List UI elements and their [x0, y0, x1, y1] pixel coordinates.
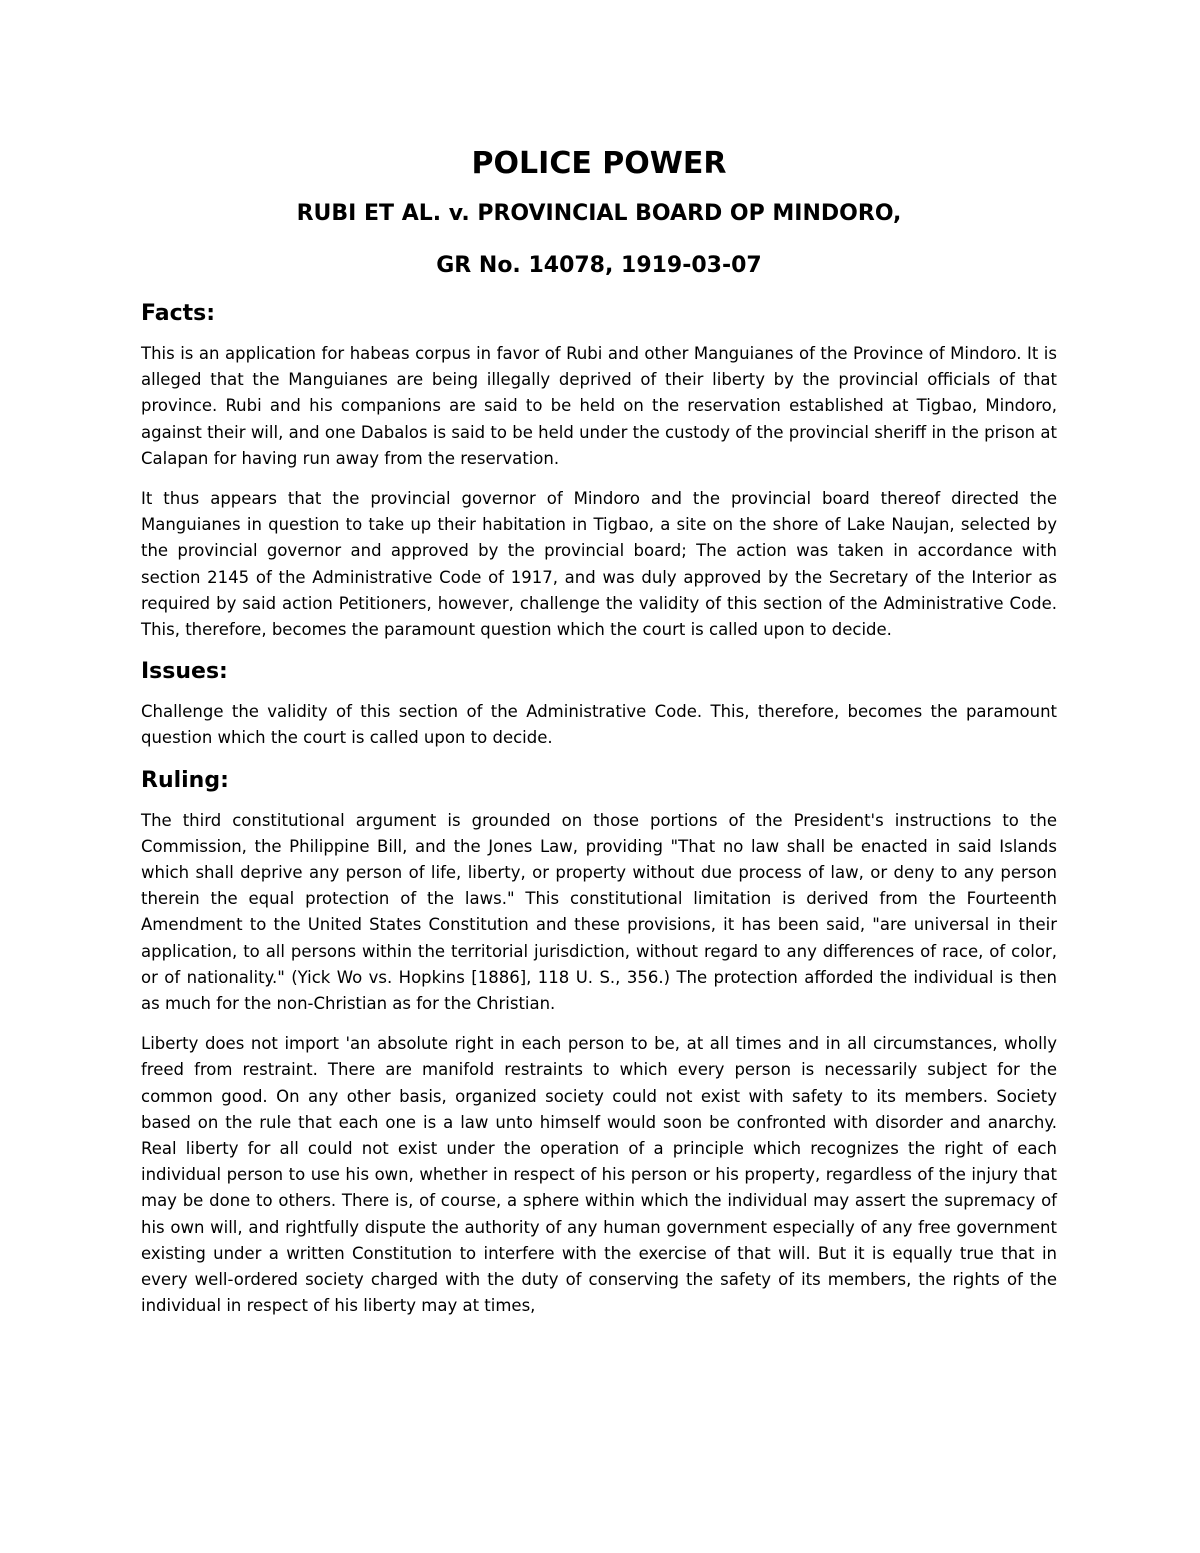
issues-heading: Issues:	[141, 659, 228, 685]
facts-paragraph-1: This is an application for habeas corpus in favor of Rubi and other Manguianes of the Province of Mindoro. It is alleged that the Manguianes are being illegally deprived of their liberty by the provincial officials of that province. Rubi and his companions are said to be held on the reservation established at Tigbao, Mindoro, against their will, and one Dabalos is said to be held under the custody of the provincial sheriff in the prison at Calapan for having run away from the reservation.	[141, 344, 1057, 468]
ruling-paragraph-1: The third constitutional argument is grounded on those portions of the President's instructions to the Commission, the Philippine Bill, and the Jones Law, providing "That no law shall be enacted in said Islands which shall deprive any person of life, liberty, or property without due process of law, or deny to any person therein the equal protection of the laws." This constitutional limitation is derived from the Fourteenth Amendment to the United States Constitution and these provisions, it has been said, "are universal in their application, to all persons within the territorial jurisdiction, without regard to any differences of race, of color, or of nationality." (Yick Wo vs. Hopkins [1886], 118 U. S., 356.) The protection afforded the individual is then as much for the non-Christian as for the Christian.	[141, 810, 1057, 1014]
facts-paragraph-2: It thus appears that the provincial governor of Mindoro and the provincial board thereof directed the Manguianes in question to take up their habitation in Tigbao, a site on the shore of Lake Naujan, selected by the provincial governor and approved by the provincial board; The action was taken in accordance with section 2145 of the Administrative Code of 1917, and was duly approved by the Secretary of the Interior as required by said action Petitioners, however, challenge the validity of this section of the Administrative Code. This, therefore, becomes the paramount question which the court is called upon to decide.	[141, 489, 1057, 640]
ruling-heading: Ruling:	[141, 767, 229, 793]
case-name: RUBI ET AL. v. PROVINCIAL BOARD OP MINDORO,	[296, 201, 902, 226]
issues-paragraph-1: Challenge the validity of this section of the Administrative Code. This, therefore, becomes the paramount question which the court is called upon to decide.	[141, 702, 1057, 748]
ruling-paragraph-2: Liberty does not import 'an absolute right in each person to be, at all times and in all circumstances, wholly freed from restraint. There are manifold restraints to which every person is necessarily subject for the common good. On any other basis, organized society could not exist with safety to its members. Society based on the rule that each one is a law unto himself would soon be confronted with disorder and anarchy. Real liberty for all could not exist under the operation of a principle which recognizes the right of each individual person to use his own, whether in respect of his person or his property, regardless of the injury that may be done to others. There is, of course, a sphere within which the individual may assert the supremacy of his own will, and rightfully dispute the authority of any human government especially of any free government existing under a written Constitution to interfere with the exercise of that will. But it is equally true that in every well-ordered society charged with the duty of conserving the safety of its members, the rights of the individual in respect of his liberty may at times,	[141, 1034, 1057, 1316]
document-title: POLICE POWER	[471, 146, 727, 181]
facts-heading: Facts:	[141, 301, 216, 326]
case-number: GR No. 14078, 1919-03-07	[436, 253, 762, 278]
document-page	[141, 145, 1057, 1320]
